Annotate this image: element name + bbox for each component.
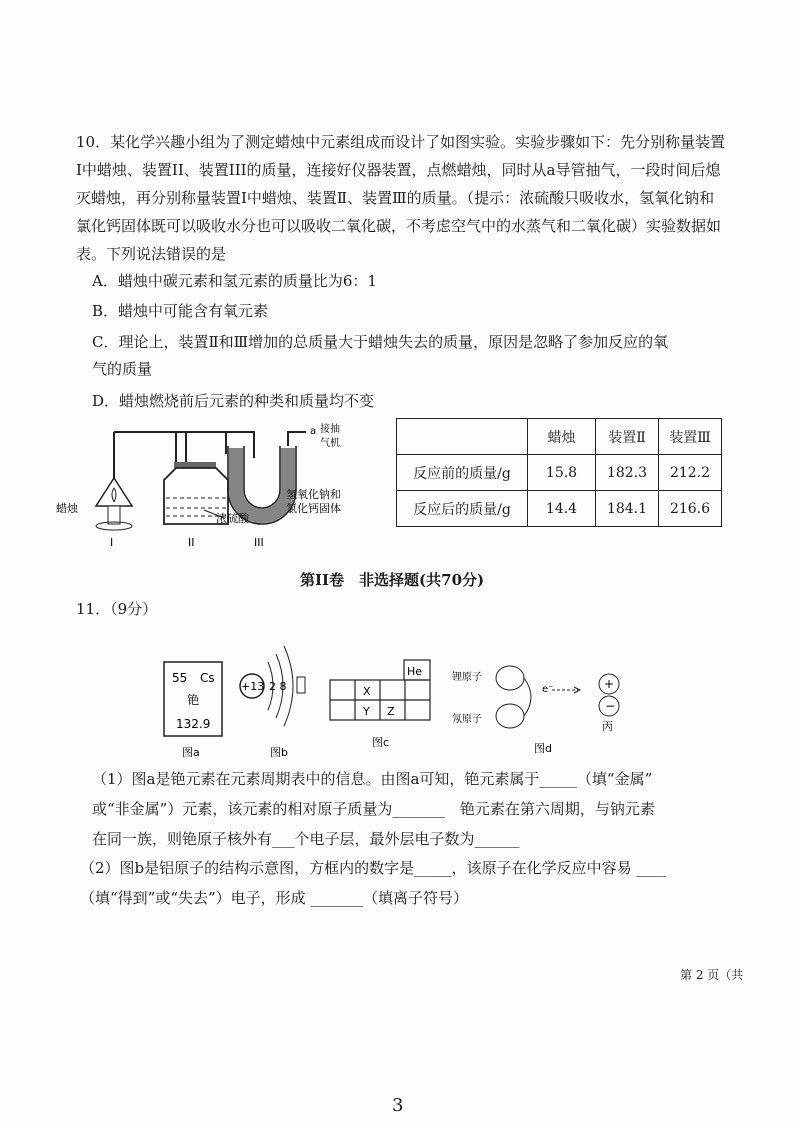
table-cell: 14.4 [528, 491, 596, 527]
q10-data-table [396, 418, 722, 527]
label-1: I [110, 536, 114, 549]
fig-a-caption: 图a [182, 746, 200, 759]
page-number: 3 [392, 1095, 404, 1116]
plus-sign: + [604, 677, 615, 691]
a-label: a [310, 426, 317, 437]
table-cell: 15.8 [528, 455, 596, 491]
section-title: 第II卷 非选择题(共70分) [300, 571, 485, 589]
option-a: A．蜡烛中碳元素和氢元素的质量比为6：1 [92, 272, 377, 290]
acid-label: 浓硫酸 [216, 512, 249, 525]
table-cell: 反应前的质量/g [397, 455, 528, 491]
table-cell: 212.2 [659, 455, 722, 491]
cs-symbol: Cs [200, 671, 215, 685]
option-b: B．蜡烛中可能含有氧元素 [92, 302, 269, 320]
pump-label-2: 气机 [320, 438, 340, 449]
table-cell: 182.3 [596, 455, 659, 491]
solid-label-1: 氢氧化钠和 [286, 488, 341, 501]
al-nucleus: +13 [241, 680, 265, 693]
electron-label: e⁻ [542, 684, 554, 695]
table-header-row [397, 419, 722, 455]
q11-p1-line3: 在同一族，则铯原子核外有___个电子层，最外层电子数为______ [92, 830, 520, 848]
fig-c-caption: 图c [372, 736, 390, 749]
he-cell: He [407, 665, 423, 678]
bing-label: 丙 [602, 720, 613, 733]
fig-d-caption: 图d [534, 742, 552, 755]
table-header-cell [397, 419, 528, 455]
q10-stem: 10．某化学兴趣小组为了测定蜡烛中元素组成而设计了如图实验。实验步骤如下：先分别称量装置Ⅰ中蜡烛、装置II、装置III的质量，连接好仪器装置，点燃蜡烛，同时从a导管抽气，一段时间后熄灭蜡烛，再分别称量装置Ⅰ中蜡烛、装置Ⅱ、装置Ⅲ的质量。（提示：浓硫酸只吸收水，氢氧化钠和氯化钙固体既可以吸收水分也可以吸收二氧化碳，不考虑空气中的水蒸气和二氧化碳）实验数据如表。下列说法错误的是 [76, 133, 726, 263]
cs-name: 铯 [187, 693, 200, 707]
q11-p2-line2: （填“得到”或“失去”）电子，形成 _______（填离子符号） [80, 889, 468, 907]
y-cell: Y [363, 705, 370, 718]
q11-figures [150, 632, 650, 762]
candle-label: 蜡烛 [56, 502, 78, 515]
li-atom-label: 锂原子 [452, 672, 482, 683]
label-2: II [188, 536, 195, 549]
minus-sign: − [605, 699, 616, 713]
q11-p1-line2: 或“非金属”）元素，该元素的相对原子质量为_______ 铯元素在第六周期，与钠元素 [92, 800, 655, 818]
table-cell: 184.1 [596, 491, 659, 527]
al-shells: 2 8 [269, 680, 287, 693]
option-d: D．蜡烛燃烧前后元素的种类和质量均不变 [92, 392, 375, 410]
table-header-cell: 蜡烛 [528, 419, 596, 455]
ne-atom-label: 氖原子 [452, 714, 482, 725]
fig-b-caption: 图b [270, 746, 288, 759]
table-row [397, 491, 722, 527]
table-cell: 216.6 [659, 491, 722, 527]
table-row [397, 455, 722, 491]
pump-label-1: 接抽 [320, 424, 340, 435]
q11-p2-line1: （2）图b是铝原子的结构示意图，方框内的数字是_____，该原子在化学反应中容易 ____ [80, 859, 667, 877]
option-c-line1: C．理论上，装置Ⅱ和Ⅲ增加的总质量大于蜡烛失去的质量，原因是忽略了参加反应的氧 [92, 333, 669, 351]
table-header-cell: 装置Ⅲ [659, 419, 722, 455]
option-c-line2: 气的质量 [92, 360, 153, 378]
solid-label-2: 氯化钙固体 [286, 502, 341, 515]
apparatus-diagram [56, 418, 386, 558]
cs-mass: 132.9 [176, 717, 211, 731]
label-3: III [254, 536, 264, 549]
q11-header: 11．（9分） [76, 600, 158, 618]
q11-p1-line1: （1）图a是铯元素在元素周期表中的信息。由图a可知，铯元素属于_____（填“金属” [92, 770, 653, 788]
cs-number: 55 [172, 671, 188, 685]
page-footer: 第 2 页（共 [680, 968, 744, 982]
table-header-cell: 装置Ⅱ [596, 419, 659, 455]
z-cell: Z [387, 705, 395, 718]
table-cell: 反应后的质量/g [397, 491, 528, 527]
x-cell: X [363, 685, 371, 698]
